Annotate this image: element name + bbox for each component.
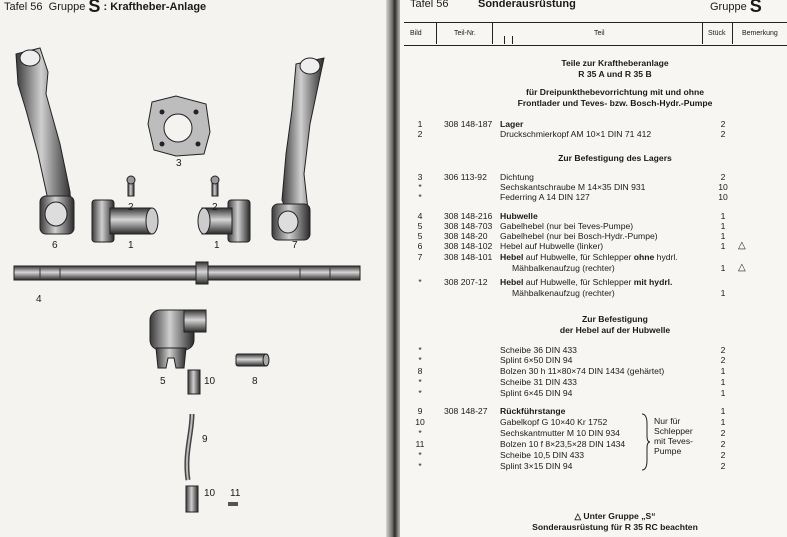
row-desc: Scheibe 10,5 DIN 433 [500, 450, 585, 460]
row-teil-nr: 308 148-102 [444, 241, 493, 251]
table-row [400, 221, 787, 231]
col-teil-nr: Teil-Nr. [454, 30, 476, 37]
label-6: 6 [52, 240, 58, 251]
row-qty: 2 [720, 450, 726, 460]
col-tick [504, 36, 505, 44]
row-desc: Splint 6×50 DIN 94 [500, 355, 573, 365]
table-row [400, 345, 787, 355]
part-2-grease-nipples [127, 176, 219, 196]
row-qty: 2 [720, 172, 726, 182]
row-qty: 2 [720, 129, 726, 139]
left-tafel: Tafel 56 [4, 1, 43, 13]
heading-teile [490, 58, 740, 79]
row-qty: 2 [720, 355, 726, 365]
right-tafel: Tafel 56 [410, 0, 449, 10]
row-bild: 3 [417, 172, 423, 182]
row-desc: Dichtung [500, 172, 534, 182]
table-row [400, 388, 787, 398]
row-bild: 1 [417, 119, 423, 129]
triangle-remark-icon: △ [738, 262, 746, 273]
row-desc [500, 252, 678, 262]
row-teil-nr: 308 148-101 [444, 252, 493, 262]
row-desc: Sechskantmutter M 10 DIN 934 [500, 428, 620, 438]
row-bild: * [418, 277, 422, 287]
row-bild: * [418, 355, 422, 365]
row-qty: 1 [720, 288, 726, 298]
row-desc: Druckschmierkopf AM 10×1 DIN 71 412 [500, 129, 652, 139]
row-bild: 11 [415, 439, 425, 449]
row-desc: Lager [500, 119, 524, 129]
row-desc: Bolzen 30 h 11×80×74 DIN 1434 (gehärtet) [500, 366, 665, 376]
row-teil-nr: 308 207-12 [444, 277, 488, 287]
row-desc-bold: ohne [633, 252, 655, 262]
row-desc-text: hydrl. [654, 252, 678, 262]
part-9-return-rod [187, 414, 192, 480]
row-desc-text: auf Hubwelle, für Schlepper [523, 252, 634, 262]
heading-befestigung-hebel [490, 314, 740, 335]
row-desc: Gabelkopf G 10×40 Kr 1752 [500, 417, 608, 427]
right-group-letter: S [749, 0, 762, 16]
col-divider [702, 22, 703, 44]
col-divider [492, 22, 493, 44]
row-desc: Hebel auf Hubwelle (linker) [500, 241, 604, 251]
right-page [400, 0, 787, 537]
table-row [400, 366, 787, 376]
table-row [400, 172, 787, 182]
label-7: 7 [292, 240, 298, 251]
row-teil-nr: 308 148-27 [444, 406, 488, 416]
row-desc: Mähbalkenaufzug (rechter) [512, 288, 615, 298]
col-tick [512, 36, 513, 44]
row-bild: 10 [415, 417, 425, 427]
row-desc: Scheibe 31 DIN 433 [500, 377, 577, 387]
row-qty: 1 [720, 417, 726, 427]
table-row [400, 129, 787, 139]
table-row [400, 439, 787, 449]
row-bild: 8 [417, 366, 423, 376]
row-qty: 2 [720, 428, 726, 438]
row-bild: 6 [417, 241, 423, 251]
row-desc: Rückführstange [500, 406, 566, 416]
row-desc: Hubwelle [500, 211, 538, 221]
row-desc: Gabelhebel (nur bei Bosch-Hydr.-Pumpe) [500, 231, 658, 241]
row-desc: Splint 6×45 DIN 94 [500, 388, 573, 398]
table-row [400, 182, 787, 192]
heading-befestigung-lager: Zur Befestigung des Lagers [558, 153, 672, 163]
right-title: Sonderausrüstung [478, 0, 576, 10]
row-qty: 1 [720, 211, 726, 221]
left-group-letter: S [88, 0, 101, 16]
label-9: 9 [202, 434, 208, 445]
part-5-fork-lever [150, 310, 206, 368]
triangle-remark-icon: △ [738, 240, 746, 251]
row-bild: 9 [417, 406, 423, 416]
left-title: : Kraftheber-Anlage [103, 1, 207, 13]
row-qty: 2 [720, 461, 726, 471]
part-7-right-lever [272, 58, 324, 240]
footer-line: Sonderausrüstung für R 35 RC beachten [532, 521, 698, 532]
row-qty: 2 [720, 119, 726, 129]
label-2a: 2 [128, 202, 134, 213]
table-row [400, 288, 787, 298]
row-desc-bold: mit hydrl. [633, 277, 673, 287]
table-row [400, 428, 787, 438]
exploded-parts-illustration [0, 14, 390, 537]
label-5: 5 [160, 376, 166, 387]
row-teil-nr: 306 113-92 [444, 172, 487, 182]
row-qty: 1 [720, 231, 726, 241]
label-1b: 1 [214, 240, 220, 251]
right-gruppe-label: Gruppe [710, 1, 747, 13]
heading-line: Frontlader und Teves- bzw. Bosch-Hydr.-Pumpe [517, 97, 713, 108]
col-divider [732, 22, 733, 44]
row-bild: 7 [417, 252, 423, 262]
table-row [400, 119, 787, 129]
side-note-line: Schlepper [654, 426, 693, 436]
row-desc: Federring A 14 DIN 127 [500, 192, 590, 202]
side-note-line: Pumpe [654, 446, 682, 456]
label-8: 8 [252, 376, 258, 387]
heading-line: für Dreipunkthebevorrichtung mit und ohne [525, 87, 705, 97]
row-qty: 1 [720, 377, 726, 387]
part-4-lift-shaft [14, 262, 360, 284]
row-qty: 1 [720, 406, 726, 416]
row-teil-nr: 308 148-703 [444, 221, 493, 231]
row-qty: 10 [718, 182, 728, 192]
part-3-gasket [148, 96, 210, 156]
row-desc: Mähbalkenaufzug (rechter) [512, 263, 615, 273]
row-desc: Scheibe 36 DIN 433 [500, 345, 577, 355]
table-row [400, 450, 787, 460]
heading-line: Zur Befestigung [582, 314, 648, 324]
row-desc-bold: Hebel [500, 252, 524, 262]
label-4: 4 [36, 294, 42, 305]
side-note-line: mit Teves- [654, 436, 693, 446]
footer-note [490, 511, 740, 532]
label-2b: 2 [212, 202, 218, 213]
table-row [400, 211, 787, 221]
row-qty: 2 [720, 345, 726, 355]
side-note [654, 416, 693, 456]
label-3: 3 [176, 158, 182, 169]
col-bemerkung: Bemerkung [742, 30, 778, 37]
table-header [404, 22, 787, 46]
label-11: 11 [230, 488, 241, 499]
row-qty: 2 [720, 439, 726, 449]
row-desc: Bolzen 10 f 8×23,5×28 DIN 1434 [500, 439, 626, 449]
row-bild: * [418, 345, 422, 355]
part-11-small-pin [228, 502, 238, 506]
row-bild: 4 [417, 211, 423, 221]
row-qty: 1 [720, 263, 726, 273]
row-bild: 2 [417, 129, 423, 139]
row-qty: 1 [720, 388, 726, 398]
table-row [400, 231, 787, 241]
row-teil-nr: 308 148-216 [444, 211, 493, 221]
row-bild: 5 [417, 221, 423, 231]
label-10a: 10 [204, 376, 216, 387]
heading-line: R 35 A und R 35 B [578, 68, 652, 79]
table-row [400, 263, 787, 273]
row-desc-bold: Hebel [500, 277, 524, 287]
row-teil-nr: 308 148-20 [444, 231, 488, 241]
label-1a: 1 [128, 240, 134, 251]
part-1-bearings [92, 200, 250, 242]
row-desc: Sechskantschraube M 14×35 DIN 931 [500, 182, 646, 192]
part-6-left-lever [16, 48, 74, 234]
label-10b: 10 [204, 488, 216, 499]
row-desc [500, 277, 672, 287]
row-desc: Splint 3×15 DIN 94 [500, 461, 573, 471]
row-bild: * [418, 377, 422, 387]
col-divider [436, 22, 437, 44]
table-row [400, 417, 787, 427]
row-bild: * [418, 192, 422, 202]
row-desc: Gabelhebel (nur bei Teves-Pumpe) [500, 221, 634, 231]
heading-dreipunkt [490, 87, 740, 108]
left-page-header [4, 0, 207, 16]
brace-icon [640, 412, 650, 472]
heading-line: Teile zur Kraftheberanlage [561, 58, 669, 68]
row-qty: 1 [720, 221, 726, 231]
row-bild: 5 [417, 231, 423, 241]
row-qty: 10 [718, 192, 728, 202]
row-bild: * [418, 461, 422, 471]
table-row [400, 355, 787, 365]
col-stueck: Stück [708, 30, 726, 37]
table-row [400, 241, 787, 251]
heading-line: der Hebel auf der Hubwelle [559, 324, 671, 335]
table-row [400, 192, 787, 202]
row-qty: 1 [720, 241, 726, 251]
left-gruppe: Gruppe [48, 1, 86, 13]
part-8-pin [236, 354, 269, 366]
col-teil: Teil [594, 30, 605, 37]
row-teil-nr: 308 148-187 [444, 119, 493, 129]
col-bild: Bild [410, 30, 422, 37]
row-bild: * [418, 428, 422, 438]
row-bild: * [418, 450, 422, 460]
table-row [400, 377, 787, 387]
right-gruppe [710, 0, 762, 16]
row-desc-text: auf Hubwelle, für Schlepper [523, 277, 634, 287]
table-row [400, 461, 787, 471]
row-bild: * [418, 388, 422, 398]
row-bild: * [418, 182, 422, 192]
side-note-line: Nur für [654, 416, 681, 426]
table-row [400, 252, 787, 262]
left-page [0, 0, 390, 537]
table-row [400, 406, 787, 416]
table-row [400, 277, 787, 287]
footer-line: △ Unter Gruppe „S“ [574, 511, 656, 521]
row-qty: 1 [720, 366, 726, 376]
